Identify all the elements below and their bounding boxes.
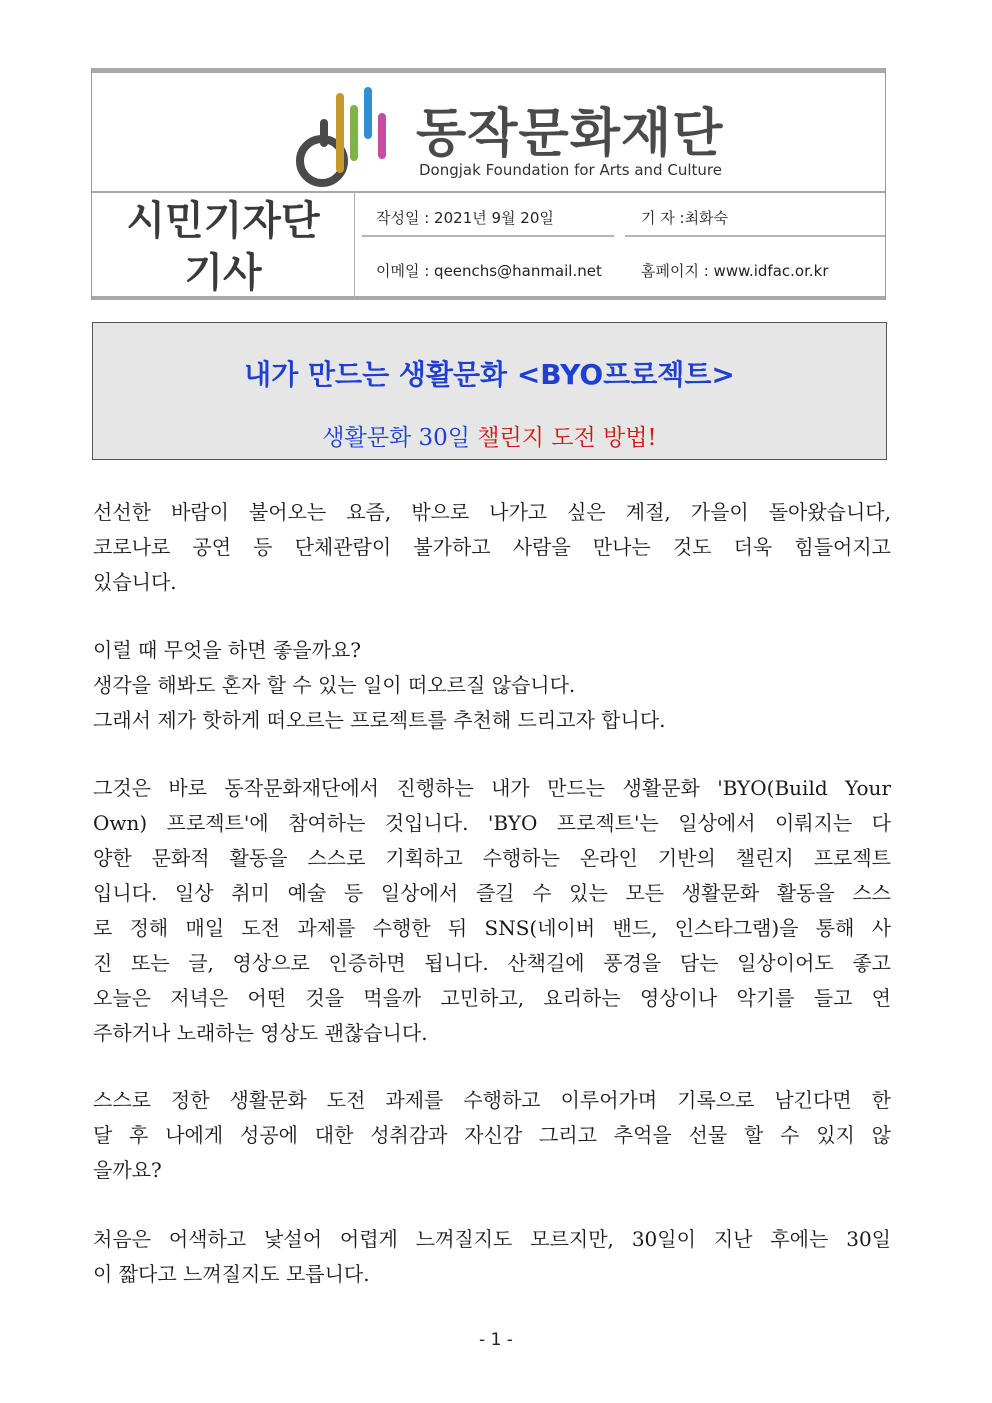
logo-area (92, 73, 885, 193)
text-line: 오늘은 저녁은 어떤 것을 먹을까 고민하고, 요리하는 영상이나 악기를 들고 연 (93, 986, 891, 1010)
date-label: 작성일 : 2021년 9월 20일 (376, 209, 554, 227)
article-header (91, 68, 886, 300)
section-title-line2: 기사 (184, 250, 262, 296)
text-line: 로 정해 매일 도전 과제를 수행한 뒤 SNS(네이버 밴드, 인스타그램)을 통해 사 (93, 916, 891, 940)
text-line: 입니다. 일상 취미 예술 등 일상에서 즐길 수 있는 모든 생활문화 활동을 스스 (93, 881, 891, 905)
paragraph-1 (93, 495, 891, 600)
section-title-line1: 시민기자단 (126, 198, 320, 244)
text-line: 을까요? (93, 1158, 162, 1182)
text-line: 생각을 해봐도 혼자 할 수 있는 일이 떠오르질 않습니다. (93, 673, 576, 697)
text-line: Own) 프로젝트'에 참여하는 것입니다. 'BYO 프로젝트'는 일상에서 이뤄지는 다 (93, 811, 891, 835)
subtitle-part1: 생활문화 30일 (322, 425, 470, 451)
article-title: 내가 만드는 생활문화 <BYO프로젝트> (244, 358, 735, 391)
homepage-label: 홈페이지 : www.idfac.or.kr (641, 262, 829, 280)
text-line: 주하거나 노래하는 영상도 괜찮습니다. (93, 1021, 428, 1045)
paragraph-3 (93, 771, 891, 1051)
text-line: 있습니다. (93, 570, 177, 594)
text-line: 양한 문화적 활동을 스스로 기획하고 수행하는 온라인 기반의 챌린지 프로젝트 (93, 846, 891, 870)
text-line: 스스로 정한 생활문화 도전 과제를 수행하고 이루어가며 기록으로 남긴다면 한 (93, 1088, 891, 1112)
meta-divider-right (625, 235, 885, 237)
paragraph-2 (93, 633, 891, 738)
text-line: 이럴 때 무엇을 하면 좋을까요? (93, 638, 361, 662)
text-line: 그것은 바로 동작문화재단에서 진행하는 내가 만드는 생활문화 'BYO(Build Your (93, 776, 891, 800)
org-name-en: Dongjak Foundation for Arts and Culture (419, 161, 722, 179)
section-title-cell (92, 191, 355, 299)
text-line: 진 또는 글, 영상으로 인증하면 됩니다. 산책길에 풍경을 담는 일상이어도 좋고 (93, 951, 891, 975)
text-line: 코로나로 공연 등 단체관람이 불가하고 사람을 만나는 것도 더욱 힘들어지고 (93, 535, 891, 559)
article-subtitle (93, 419, 886, 452)
paragraph-5 (93, 1222, 891, 1292)
reporter-label: 기 자 :최화숙 (641, 209, 729, 227)
text-line: 선선한 바람이 불어오는 요즘, 밖으로 나가고 싶은 계절, 가을이 돌아왔습니다, (93, 500, 891, 524)
meta-divider-left (362, 235, 614, 237)
foundation-logo-icon (292, 79, 402, 191)
text-line: 이 짧다고 느껴질지도 모릅니다. (93, 1262, 370, 1286)
org-name-ko: 동작문화재단 (416, 104, 724, 164)
page-number: - 1 - (479, 1330, 513, 1350)
text-line: 그래서 제가 핫하게 떠오르는 프로젝트를 추천해 드리고자 합니다. (93, 708, 666, 732)
text-line: 처음은 어색하고 낯설어 어렵게 느껴질지도 모르지만, 30일이 지난 후에는 30일 (93, 1227, 891, 1251)
subtitle-part2: 챌린지 도전 방법! (477, 425, 657, 451)
email-label: 이메일 : qeenchs@hanmail.net (376, 262, 602, 280)
paragraph-4 (93, 1083, 891, 1188)
text-line: 달 후 나에게 성공에 대한 성취감과 자신감 그리고 추억을 선물 할 수 있지 않 (93, 1123, 891, 1147)
article-title-box (92, 322, 887, 460)
